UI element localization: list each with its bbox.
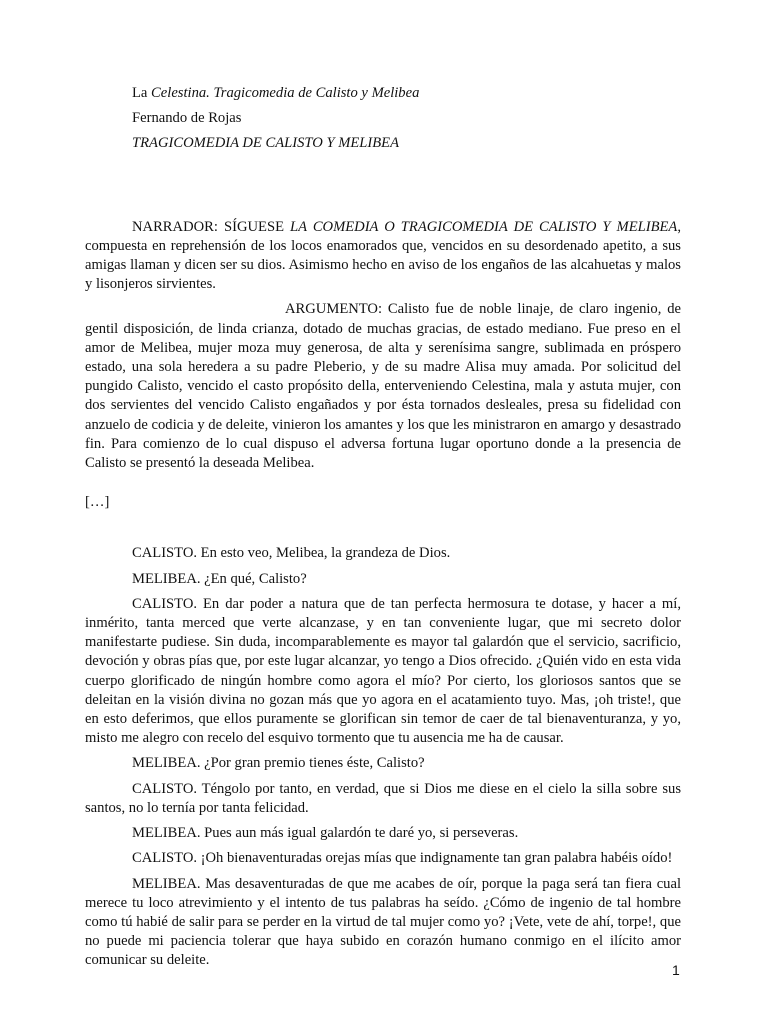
header-work-title — [85, 84, 681, 103]
spacer — [85, 473, 681, 493]
narrador-italic: LA COMEDIA O TRAGICOMEDIA DE CALISTO Y MELIBEA — [290, 218, 678, 235]
dialogue-line: MELIBEA. Mas desaventuradas de que me acabes de oír, porque la paga será tan fiera cual merece tu loco atrevimiento y el intento de tus palabras ha seído. ¿Cómo de ingenio de tal hombre como tú habié de salir para se perder en la virtud de tal mujer como yo? ¡Vete, vete de ahí, torpe!, que no puede mi paciencia tolerar que haya subido en corazón humano conmigo en el ilícito amor comunicar su deleite. — [85, 875, 681, 969]
narrador-paragraph — [85, 218, 681, 295]
spacer — [85, 160, 681, 218]
omission-marker: […] — [85, 494, 110, 511]
dialogue-line: CALISTO. ¡Oh bienaventuradas orejas mías que indignamente tan gran palabra habéis oído! — [132, 850, 673, 867]
dialogue-line: CALISTO. En dar poder a natura que de tan perfecta hermosura te dotase, y hacer a mí, inmérito, tanta merced que verte alcanzase, y en tan conveniente lugar, que mi secreto dolor manifestarte pudiese. Sin duda, incomparablemente es mayor tal galardón que el servicio, sacrificio, devoción y obras pías que, por este lugar alcanzar, yo tengo a Dios ofrecido. ¿Quién vido en esta vida cuerpo glorificado de ningún hombre como agora el mío? Por cierto, los gloriosos santos que se deleitan en la visión divina no gozan más que yo agora en el acatamiento tuyo. Mas, ¡oh triste!, que en esto deferimos, que ellos puramente se glorifican sin temor de caer de tal bienaventuranza, y yo, misto me alegro con recelo del esquivo tormento que tu ausencia me ha de causar. — [85, 595, 681, 747]
dialogue-line: CALISTO. Téngolo por tanto, en verdad, que si Dios me diese en el cielo la silla sobre sus santos, no lo ternía por tanta felicidad. — [85, 780, 681, 816]
narrador-prefix: NARRADOR: SÍGUESE — [132, 218, 291, 235]
dialogue-line: MELIBEA. ¿Por gran premio tienes éste, Calisto? — [132, 755, 425, 772]
narrador-rest: , compuesta en reprehensión de los locos enamorados que, vencidos en su desordenado apetito, a sus amigas llaman y dicen ser su dios. Asimismo hecho en aviso de los engaños de las alcahuetas y malos y lisonjeros sirvientes. — [85, 218, 681, 293]
header-title — [85, 134, 681, 153]
header-title-italic: TRAGICOMEDIA DE CALISTO Y MELIBEA — [132, 135, 400, 152]
dialogue-line: MELIBEA. Pues aun más igual galardón te daré yo, si perseveras. — [132, 825, 519, 842]
header-work-prefix: La — [132, 85, 152, 101]
page-content — [85, 84, 681, 977]
dialogue-line: MELIBEA. ¿En qué, Calisto? — [132, 570, 307, 587]
argumento-paragraph: ARGUMENTO: Calisto fue de noble linaje, de claro ingenio, de gentil disposición, de linda crianza, dotado de muchas gracias, de estado mediano. Fue preso en el amor de Melibea, mujer moza muy generosa, de alta y serenísima sangre, sublimada en próspero estado, una sola heredera a su padre Pleberio, y de su madre Alisa muy amada. Por solicitud del pungido Calisto, vencido el casto propósito della, enterveniendo Celestina, mala y astuta mujer, con dos servientes del vencido Calisto engañados y por ésta tornados desleales, presa su fidelidad con anzuelo de codicia y de deleite, vinieron los amantes y los que les ministraron en amargo y desastrado fin. Para comienzo de lo cual dispuso el adversa fortuna lugar oportuno donde a la presencia de Calisto se presentó la deseada Melibea. — [85, 301, 681, 472]
header-author: Fernando de Rojas — [132, 110, 242, 127]
spacer — [85, 512, 681, 544]
page-number: 1 — [672, 962, 680, 978]
header-work-italic: Celestina. Tragicomedia de Calisto y Melibea — [151, 85, 420, 101]
dialogue-line: CALISTO. En esto veo, Melibea, la grandeza de Dios. — [132, 545, 451, 562]
